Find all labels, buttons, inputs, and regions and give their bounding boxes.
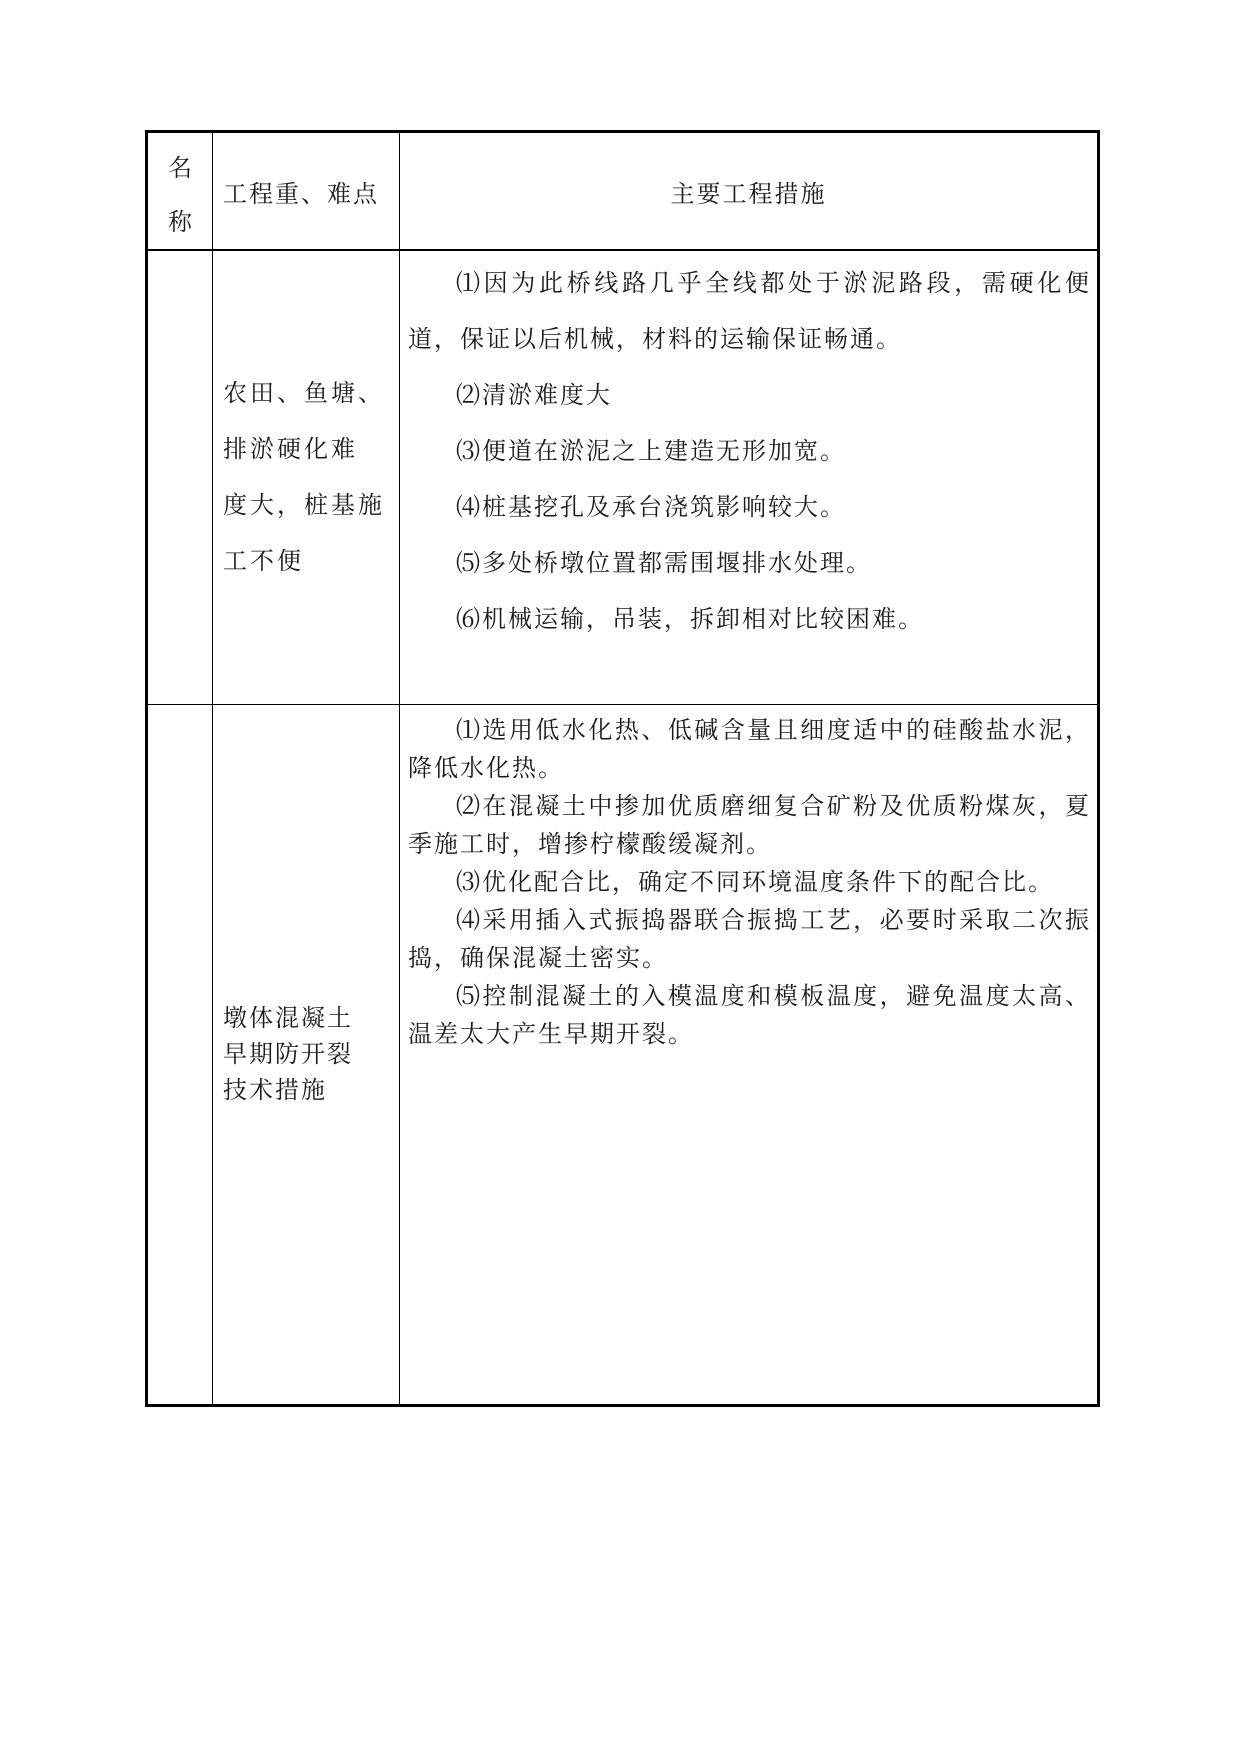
measure-item: ⑵清淤难度大 (456, 381, 612, 409)
measure-item: ⑴因为此桥线路几乎全线都处于淤泥路段，需硬化便道，保证以后机械，材料的运输保证畅通。 (408, 269, 1091, 353)
engineering-measures-table (145, 130, 1100, 1407)
difficulty-line: 农田、鱼塘、 (223, 379, 385, 408)
header-name-line1: 名 (168, 154, 192, 182)
measure-item: ⑷桩基挖孔及承台浇筑影响较大。 (456, 493, 846, 521)
difficulty-line: 早期防开裂 (223, 1040, 353, 1068)
table-row (147, 704, 1099, 1405)
table-header-row (147, 132, 1099, 251)
difficulty-line: 排淤硬化难 (223, 435, 358, 464)
measure-item: ⑸多处桥墩位置都需围堰排水处理。 (456, 549, 872, 577)
header-name (147, 132, 213, 251)
difficulty-line: 墩体混凝土 (223, 1004, 353, 1032)
measure-item: ⑶优化配合比，确定不同环境温度条件下的配合比。 (456, 867, 1054, 896)
row-difficulty-cell (213, 704, 400, 1405)
row-difficulty-cell (213, 250, 400, 704)
measure-item: ⑸控制混凝土的入模温度和模板温度，避免温度太高、温差太大产生早期开裂。 (408, 981, 1091, 1048)
header-difficulty: 工程重、难点 (213, 132, 400, 251)
measure-item: ⑹机械运输，吊装，拆卸相对比较困难。 (456, 605, 924, 633)
row-measures-cell (400, 250, 1099, 704)
difficulty-line: 度大，桩基施 (223, 491, 385, 520)
measure-item: ⑴选用低水化热、低碱含量且细度适中的硅酸盐水泥，降低水化热。 (408, 715, 1091, 782)
row-name-cell (147, 250, 213, 704)
measure-item: ⑵在混凝土中掺加优质磨细复合矿粉及优质粉煤灰，夏季施工时，增掺柠檬酸缓凝剂。 (408, 791, 1091, 858)
difficulty-line: 技术措施 (223, 1076, 327, 1104)
header-name-line2: 称 (168, 208, 192, 236)
row-name-cell (147, 704, 213, 1405)
measure-item: ⑷采用插入式振捣器联合振捣工艺，必要时采取二次振捣，确保混凝土密实。 (408, 905, 1091, 972)
row-measures-cell (400, 704, 1099, 1405)
difficulty-line: 工不便 (223, 547, 304, 576)
measure-item: ⑶便道在淤泥之上建造无形加宽。 (456, 437, 846, 465)
table-row (147, 250, 1099, 704)
header-measures: 主要工程措施 (400, 132, 1099, 251)
